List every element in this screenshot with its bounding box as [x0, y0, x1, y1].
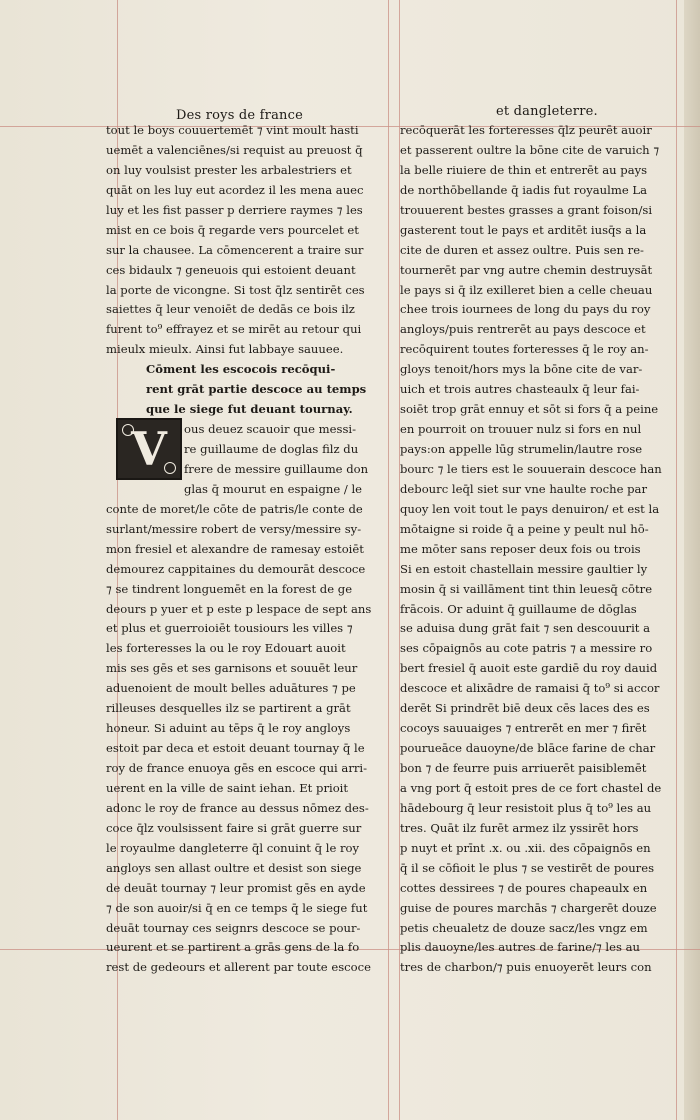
text-line: frere de messire guillaume don: [184, 461, 369, 476]
text-line: tres. Quāt ilz furēt armez ilz yssirēt hors: [400, 820, 639, 835]
text-line: me mōter sans reposer deux fois ou trois: [400, 541, 641, 556]
text-line: rilleuses desquelles ilz se partirent a grāt: [106, 701, 351, 716]
text-line: ueurent et se partirent a grās gens de la fo: [106, 940, 360, 955]
text-line: coce q̄lz voulsissent faire si grāt guerre sur: [106, 820, 362, 835]
running-header-left: Des roys de france: [176, 108, 303, 123]
text-line: le pays si q̄ ilz exilleret bien a celle cheuau: [400, 282, 653, 297]
text-line: uemēt a valenciēnes/si requist au preuost q̄: [106, 142, 363, 157]
text-line: honeur. Si aduint au tēps q̄ le roy angloys: [106, 721, 351, 736]
text-line: le royaulme dangleterre q̄l conuint q̄ le roy: [106, 840, 360, 855]
text-line: tout le boys couuertemēt ⁊ vint moult hasti: [106, 123, 359, 137]
text-line: mist en ce bois q̄ regarde vers pourcelet et: [106, 222, 359, 237]
text-line: frācois. Or aduint q̄ guillaume de dōglas: [400, 601, 637, 616]
text-line: de deuāt tournay ⁊ leur promist gēs en ayde: [106, 880, 366, 895]
text-line: re guillaume de doglas filz du: [184, 442, 359, 456]
text-line: on luy voulsist prester les arbalestriers et: [106, 162, 352, 177]
text-line: mōtaigne si roide q̄ a peine y peult nul hō-: [400, 521, 649, 536]
text-line: bon ⁊ de feurre puis arriuerēt paisiblemēt: [400, 761, 647, 775]
text-line: uich et trois autres chasteaulx q̄ leur fai-: [400, 382, 640, 397]
initial-letter: V: [131, 422, 167, 476]
text-line: rent grāt partie descoce au temps: [146, 382, 367, 397]
text-line: mon fresiel et alexandre de ramesay estoiēt: [106, 541, 364, 556]
text-line: conte de moret/le cōte de patris/le conte de: [106, 501, 363, 516]
text-line: cite de duren et assez oultre. Puis sen re-: [400, 242, 644, 257]
text-line: q̄ il se cōfioit le plus ⁊ se vestirēt de poures: [400, 860, 655, 875]
left-text-column: [106, 121, 396, 978]
right-text-column: [400, 121, 684, 978]
text-line: angloys/puis rentrerēt au pays descoce et: [400, 322, 646, 337]
text-line: deuāt tournay ces seignrs descoce se pour-: [106, 920, 361, 935]
text-line: derēt Si prindrēt biē deux cēs laces des es: [400, 701, 650, 716]
text-line: Cōment les escocois recōqui-: [146, 362, 336, 377]
text-line: estoit par deca et estoit deuant tournay q̄ le: [106, 741, 365, 756]
text-line: plis dauoyne/les autres de farine/⁊ les au: [400, 940, 641, 955]
text-line: glas q̄ mourut en espaigne / le: [184, 481, 363, 496]
running-header-right: et dangleterre.: [496, 104, 598, 119]
text-line: que le siege fut deuant tournay.: [146, 402, 353, 417]
text-line: chee trois iournees de long du pays du roy: [400, 302, 651, 317]
text-line: ses cōpaignōs au cote patris ⁊ a messire ro: [400, 641, 653, 656]
text-line: mosin q̄ si vaillāment tint thin leuesq̄ cōtre: [400, 581, 653, 596]
text-line: tournerēt par vng autre chemin destruysāt: [400, 262, 653, 277]
text-line: guise de poures marchās ⁊ chargerēt douze: [400, 900, 657, 915]
text-line: et passerent oultre la bōne cite de varuich ⁊: [400, 142, 660, 157]
text-line: se aduisa dung grāt fait ⁊ sen descouurit a: [400, 621, 651, 636]
text-line: petis cheualetz de douze sacz/les vngz em: [400, 920, 648, 935]
text-line: quāt on les luy eut acordez il les mena auec: [106, 182, 364, 197]
text-line: la porte de vicongne. Si tost q̄lz sentirēt ces: [106, 282, 365, 297]
text-line: gloys tenoit/hors mys la bōne cite de var-: [400, 362, 643, 377]
text-line: p nuyt et prīnt .x. ou .xii. des cōpaignōs en: [400, 840, 651, 855]
text-line: ces bidaulx ⁊ geneuois qui estoient deuant: [106, 262, 356, 277]
text-line: tres de charbon/⁊ puis enuoyerēt leurs con: [400, 960, 652, 975]
text-line: deours p yuer et p este p lespace de sept ans: [106, 601, 372, 616]
text-line: roy de france enuoya gēs en escoce qui arri-: [106, 761, 368, 775]
text-line: ous deuez scauoir que messi-: [184, 422, 357, 437]
text-line: a vng port q̄ estoit pres de ce fort chastel de: [400, 780, 662, 795]
text-line: et plus et guerroioiēt tousiours les villes ⁊: [106, 621, 353, 636]
text-line: angloys sen allast oultre et desist son siege: [106, 860, 362, 875]
text-line: cocoys sauuaiges ⁊ entrerēt en mer ⁊ firēt: [400, 721, 647, 736]
text-line: sur la chausee. La cōmencerent a traire sur: [106, 242, 364, 257]
text-line: mis ses gēs et ses garnisons et souuēt leur: [106, 661, 358, 676]
text-line: de northōbellande q̄ iadis fut royaulme La: [400, 182, 648, 197]
text-line: descoce et alixādre de ramaisi q̄ to⁹ si accor: [400, 681, 660, 696]
text-line: la belle riuiere de thin et entrerēt au pays: [400, 162, 648, 177]
text-line: gasterent tout le pays et arditēt iusq̄s a la: [400, 222, 647, 237]
text-line: les forteresses la ou le roy Edouart auoit: [106, 641, 346, 656]
text-line: saiettes q̄ leur venoiēt de dedās ce bois ilz: [106, 302, 355, 317]
text-line: hādebourg q̄ leur resistoit plus q̄ to⁹ les au: [400, 800, 652, 815]
text-line: ⁊ se tindrent longuemēt en la forest de ge: [106, 581, 353, 596]
text-line: luy et les fist passer p derriere raymes ⁊ les: [106, 202, 363, 217]
text-line: uerent en la ville de saint iehan. Et prioit: [106, 780, 349, 795]
text-line: Si en estoit chastellain messire gaultier ly: [400, 561, 648, 576]
text-line: bourc ⁊ le tiers est le souuerain descoce han: [400, 461, 662, 476]
text-line: cottes dessirees ⁊ de poures chapeaulx en: [400, 880, 648, 895]
text-line: bert fresiel q̄ auoit este gardiē du roy dauid: [400, 661, 658, 676]
text-line: rest de gedeours et allerent par toute escoce: [106, 960, 371, 975]
text-line: surlant/messire robert de versy/messire sy-: [106, 521, 362, 536]
page-edge: [684, 0, 700, 1120]
text-line: trouuerent bestes grasses a grant foison/si: [400, 202, 653, 217]
text-line: soiēt trop grāt ennuy et sōt si fors q̄ a peine: [400, 402, 659, 417]
text-line: quoy len voit tout le pays denuiron/ et est la: [400, 501, 660, 516]
text-line: adonc le roy de france au dessus nōmez des-: [106, 800, 369, 815]
text-line: aduenoient de moult belles aduātures ⁊ pe: [106, 681, 356, 696]
text-line: pays:on appelle lūg strumelin/lautre rose: [400, 442, 643, 456]
text-line: en pourroit on trouuer nulz si fors en nul: [400, 422, 642, 437]
text-line: ⁊ de son auoir/si q̄ en ce temps q̄ le siege fut: [106, 900, 368, 915]
text-line: demourez cappitaines du demourāt descoce: [106, 561, 366, 576]
text-line: mieulx mieulx. Ainsi fut labbaye sauuee.: [106, 342, 344, 357]
text-line: furent to⁹ effrayez et se mirēt au retour qui: [106, 322, 362, 337]
text-line: recōquerāt les forteresses q̄lz peurēt auoir: [400, 123, 652, 137]
text-line: recōquirent toutes forteresses q̄ le roy an-: [400, 342, 649, 357]
text-line: pourueāce dauoyne/de blāce farine de char: [400, 741, 656, 756]
text-line: debourc leq̄l siet sur vne haulte roche par: [400, 481, 647, 496]
